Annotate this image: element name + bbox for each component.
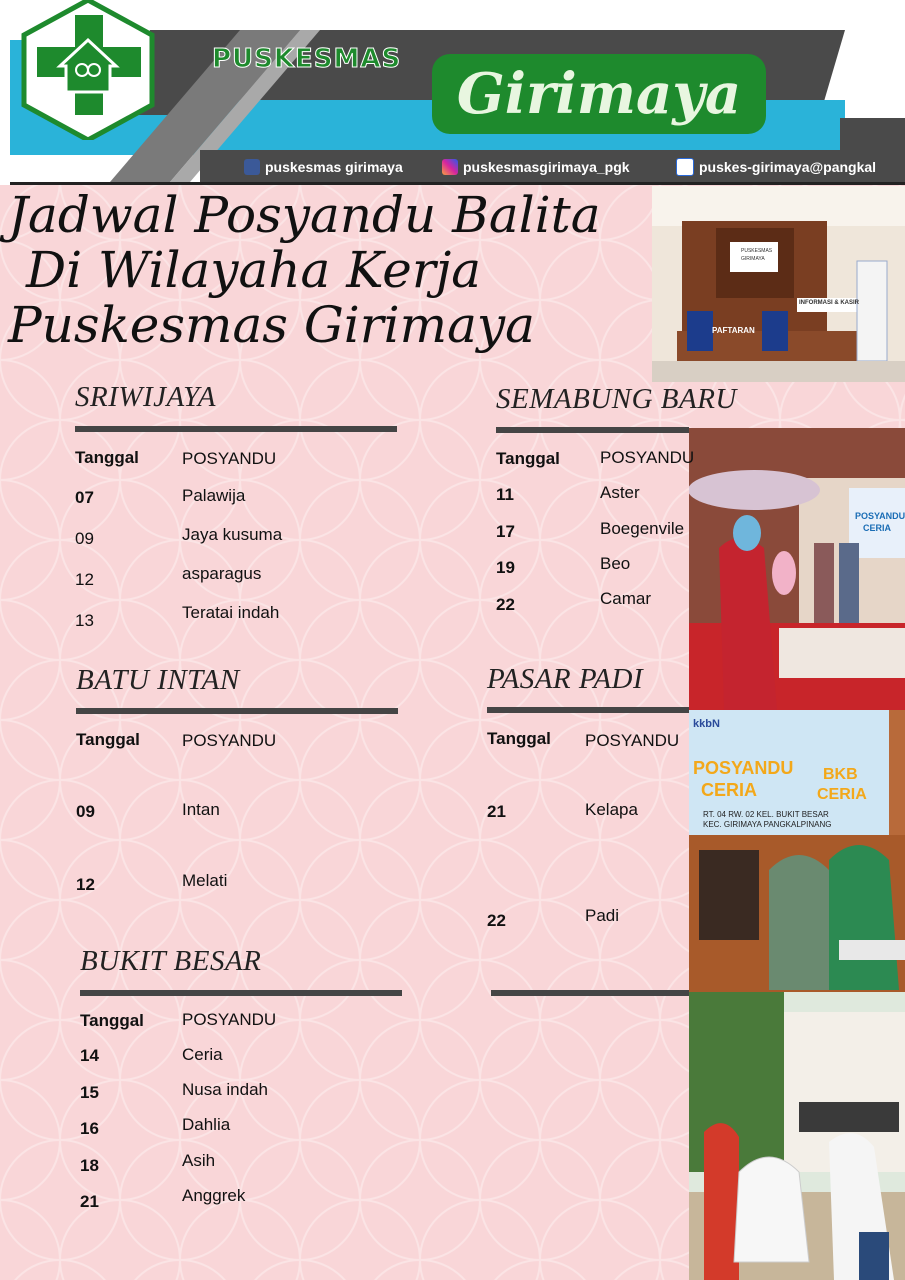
bukit-besar-name-2: Nusa indah [182, 1080, 269, 1099]
photo-weighing [689, 992, 905, 1280]
bukit-besar-col-posyandu: POSYANDU [182, 1010, 277, 1029]
lobby-sign-2: GIRIMAYA [741, 256, 765, 262]
section-title-semabung: SEMABUNG BARU [496, 383, 737, 415]
batu-intan-name-2: Melati [182, 871, 228, 890]
puskesmas-logo-icon [20, 0, 156, 140]
section-title-sriwijaya: SRIWIJAYA [75, 381, 216, 413]
section-title-pasar-padi: PASAR PADI [487, 663, 644, 695]
social-email-text: puskes-girimaya@pangkal [699, 159, 877, 175]
sriwijaya-date-2: 09 [75, 529, 94, 548]
semabung-col-posyandu: POSYANDU [600, 448, 695, 467]
pasar-padi-name-2: Padi [585, 906, 620, 925]
section-rule-pasar-padi [487, 707, 689, 713]
semabung-date-3: 19 [496, 558, 515, 577]
instagram-icon [442, 159, 458, 175]
social-facebook[interactable] [244, 156, 403, 178]
semabung-name-4: Camar [600, 589, 652, 608]
banner-posyandu-text: POSYANDU [693, 758, 794, 778]
sriwijaya-date-1: 07 [75, 488, 94, 507]
header-divider [10, 182, 905, 185]
section-rule-semabung [496, 427, 689, 433]
sriwijaya-name-4: Teratai indah [182, 603, 280, 622]
semabung-date-1: 11 [496, 485, 514, 504]
lobby-desk-label: PAFTARAN [712, 326, 755, 335]
section-rule-bukit-besar [80, 990, 402, 996]
bukit-besar-date-2: 15 [80, 1083, 99, 1102]
section-rule-sriwijaya [75, 426, 397, 432]
batu-intan-name-1: Intan [182, 800, 220, 819]
sriwijaya-col-tanggal: Tanggal [75, 448, 139, 467]
batu-intan-date-1: 09 [76, 802, 95, 821]
brand-puskesmas: PUSKESMAS [212, 44, 402, 74]
banner-bkb-text: BKB [823, 766, 858, 783]
pasar-padi-col-posyandu: POSYANDU [585, 731, 680, 750]
page-title [8, 188, 601, 353]
header-banner [0, 0, 905, 185]
pasar-padi-date-2: 22 [487, 911, 506, 930]
title-line-3: Puskesmas Girimaya [8, 296, 535, 354]
sriwijaya-name-1: Palawija [182, 486, 246, 505]
bukit-besar-name-3: Dahlia [182, 1115, 231, 1134]
umbrella-banner-line2: CERIA [863, 523, 892, 533]
title-line-1: Jadwal Posyandu Balita [8, 186, 601, 244]
social-instagram-text: puskesmasgirimaya_pgk [463, 159, 630, 175]
semabung-date-4: 22 [496, 595, 515, 614]
photo-posyandu-umbrella [689, 428, 905, 710]
batu-intan-col-tanggal: Tanggal [76, 730, 140, 749]
social-facebook-text: puskesmas girimaya [265, 159, 403, 175]
pasar-padi-name-1: Kelapa [585, 800, 638, 819]
pasar-padi-date-1: 21 [487, 802, 506, 821]
semabung-name-1: Aster [600, 483, 640, 502]
banner-address-1: RT. 04 RW. 02 KEL. BUKIT BESAR [703, 810, 829, 819]
batu-intan-date-2: 12 [76, 875, 95, 894]
bukit-besar-date-3: 16 [80, 1119, 99, 1138]
bukit-besar-name-5: Anggrek [182, 1186, 246, 1205]
bukit-besar-name-4: Asih [182, 1151, 216, 1170]
bukit-besar-col-tanggal: Tanggal [80, 1011, 144, 1030]
section-title-batu-intan: BATU INTAN [76, 664, 240, 696]
banner-ceria-text: CERIA [701, 780, 758, 800]
banner-address-2: KEC. GIRIMAYA PANGKALPINANG [703, 820, 832, 829]
email-icon [676, 158, 694, 176]
sriwijaya-date-4: 13 [75, 611, 94, 630]
banner-bkb-ceria-text: CERIA [817, 786, 867, 803]
pasar-padi-col-tanggal: Tanggal [487, 729, 551, 748]
semabung-name-2: Boegenvile [600, 519, 685, 538]
photo-lobby [652, 186, 905, 382]
section-rule-right-empty [491, 990, 689, 996]
bukit-besar-date-4: 18 [80, 1156, 99, 1175]
social-email[interactable] [676, 156, 876, 178]
title-line-2: Di Wilayaha Kerja [26, 241, 482, 299]
bukit-besar-date-5: 21 [80, 1192, 99, 1211]
semabung-col-tanggal: Tanggal [496, 449, 560, 468]
photo-posyandu-banner [689, 710, 905, 992]
semabung-date-2: 17 [496, 522, 515, 541]
sriwijaya-col-posyandu: POSYANDU [182, 449, 277, 468]
batu-intan-col-posyandu: POSYANDU [182, 731, 277, 750]
section-title-bukit-besar: BUKIT BESAR [80, 945, 262, 977]
sriwijaya-name-3: asparagus [182, 564, 262, 583]
section-rule-batu-intan [76, 708, 398, 714]
sriwijaya-name-2: Jaya kusuma [182, 525, 283, 544]
semabung-name-3: Beo [600, 554, 631, 573]
bukit-besar-name-1: Ceria [182, 1045, 223, 1064]
bukit-besar-date-1: 14 [80, 1046, 99, 1065]
facebook-icon [244, 159, 260, 175]
brand-girimaya: Girimaya [432, 54, 766, 134]
banner-kkbn-logo: kkbN [693, 718, 720, 730]
social-instagram[interactable] [442, 156, 630, 178]
umbrella-banner-line1: POSYANDU [855, 511, 905, 521]
sriwijaya-date-3: 12 [75, 570, 94, 589]
lobby-counter-label: INFORMASI & KASIR [799, 300, 859, 306]
lobby-sign-1: PUSKESMAS [741, 248, 773, 254]
